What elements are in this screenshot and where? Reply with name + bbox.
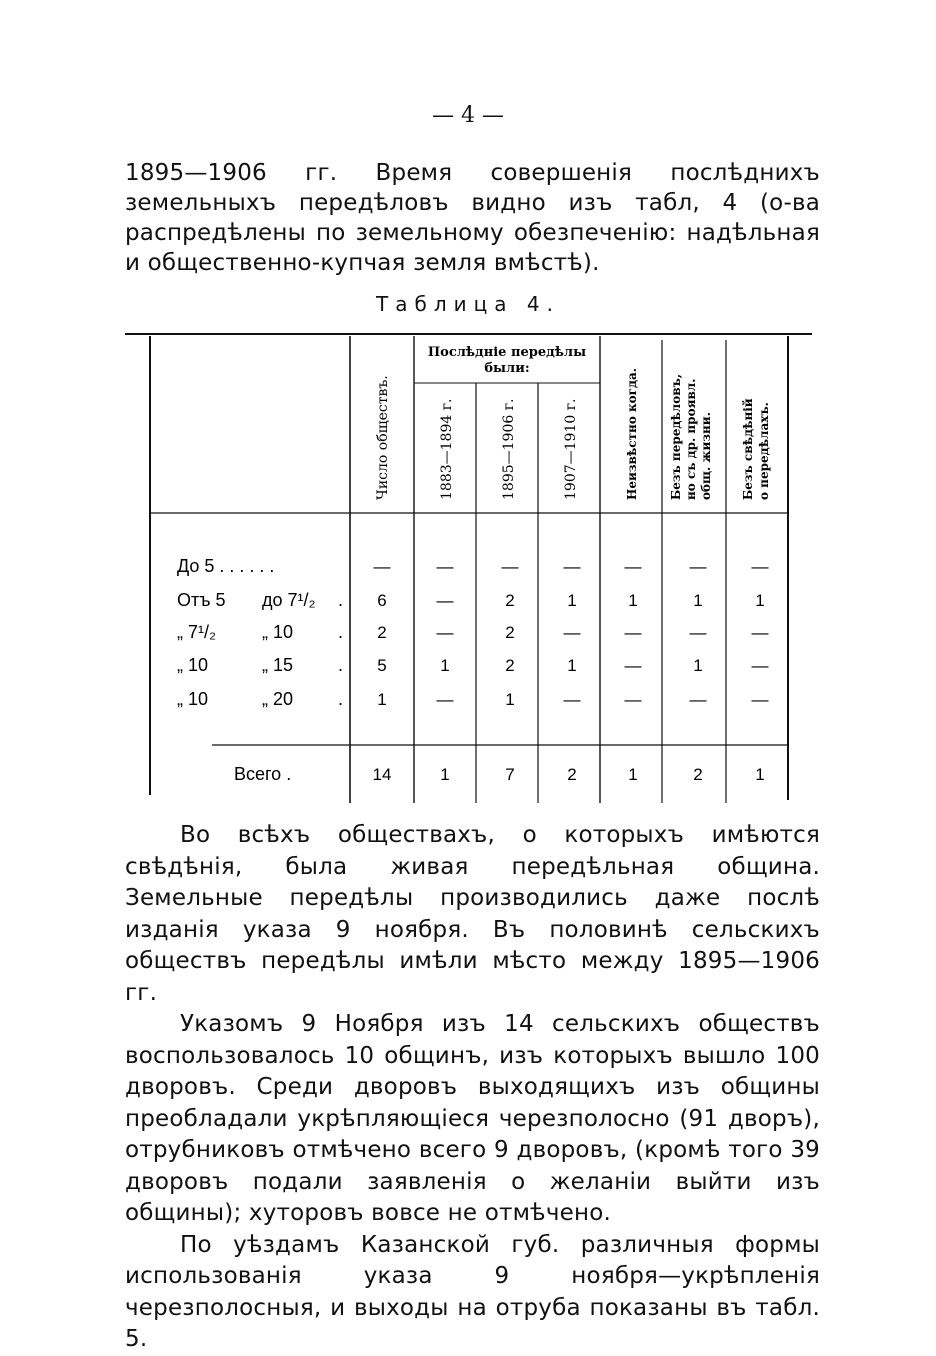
- table-cell: 1: [567, 656, 577, 675]
- table-cell: —: [624, 557, 642, 576]
- header-unknown-when: Неизвѣстно когда.: [625, 368, 639, 500]
- table-body: [177, 556, 769, 784]
- table-cell: —: [689, 623, 707, 642]
- table-cell: 1: [567, 591, 577, 610]
- table-cell: 1: [440, 656, 450, 675]
- row-label: „ 10: [177, 655, 209, 675]
- table-cell: 1: [377, 690, 387, 709]
- total-cell: 1: [440, 765, 450, 784]
- table-cell: —: [436, 690, 454, 709]
- table-cell: —: [436, 557, 454, 576]
- group-header-line2: были:: [484, 361, 530, 376]
- row-label: „ 7¹/₂: [177, 622, 216, 642]
- header-without-redistribution-2: но съ др. проявл.: [684, 378, 698, 500]
- table-cell: 1: [693, 591, 703, 610]
- table-cell: —: [689, 690, 707, 709]
- table-cell: 2: [505, 656, 515, 675]
- row-label-range: „ 10: [262, 622, 294, 642]
- group-header-line1: Послѣдніе передѣлы: [427, 345, 587, 360]
- table-cell: —: [751, 656, 769, 675]
- header-no-data-2: о передѣлахъ.: [757, 402, 771, 500]
- table-cell: 1: [693, 656, 703, 675]
- paragraph-2: Указомъ 9 Ноября изъ 14 сельскихъ обществъ воспользовалось 10 общинъ, изъ которыхъ вышло 100 дворовъ. Среди дворовъ выходящихъ изъ общины преобладали укрѣпляющіеся черезполосно (91 дворъ), отрубниковъ отмѣчено всего 9 дворовъ, (кромѣ того 39 дворовъ подали заявленія о желаніи выйти изъ общины); хуторовъ вовсе не отмѣчено.: [125, 1011, 820, 1226]
- header-1895-1906: 1895—1906 г.: [501, 398, 517, 500]
- total-label: Всего .: [234, 764, 292, 784]
- paragraph-1: Во всѣхъ обществахъ, о которыхъ имѣются свѣдѣнія, была живая передѣльная община. Земельные передѣлы производились даже послѣ изданія указа 9 ноября. Въ половинѣ сельскихъ обществъ передѣлы имѣли мѣсто между 1895—1906 гг.: [125, 822, 820, 1006]
- row-label-range: „ 20: [262, 689, 294, 709]
- table-cell: 6: [377, 591, 387, 610]
- table-cell: —: [436, 591, 454, 610]
- total-cell: 7: [505, 765, 515, 784]
- header-without-redistribution-1: Безъ передѣловъ,: [669, 374, 683, 500]
- table-cell: —: [751, 690, 769, 709]
- table-cell: 1: [755, 591, 765, 610]
- total-cell: 1: [628, 765, 638, 784]
- table-cell: 2: [505, 591, 515, 610]
- table-cell: 1: [505, 690, 515, 709]
- row-label-dot: .: [338, 590, 344, 610]
- header-society-count: Число обществъ.: [375, 375, 391, 500]
- table-cell: —: [751, 557, 769, 576]
- page-number: — 4 —: [432, 103, 504, 128]
- total-cell: 1: [755, 765, 765, 784]
- header-no-data-1: Безъ свѣдѣній: [741, 398, 755, 500]
- total-cell: 2: [693, 765, 703, 784]
- table-cell: 1: [628, 591, 638, 610]
- body-text: [125, 820, 820, 1356]
- row-label-dot: .: [338, 689, 344, 709]
- row-label-range: „ 15: [262, 655, 294, 675]
- table-cell: —: [624, 623, 642, 642]
- table-cell: 5: [377, 656, 387, 675]
- header-1907-1910: 1907—1910 г.: [563, 398, 579, 500]
- table-cell: —: [501, 557, 519, 576]
- table-cell: —: [436, 623, 454, 642]
- row-label: Отъ 5: [177, 590, 226, 610]
- table-caption: Таблица 4.: [376, 292, 560, 316]
- row-label: „ 10: [177, 689, 209, 709]
- table-cell: —: [624, 656, 642, 675]
- intro-paragraph: 1895—1906 гг. Время совершенія послѣднихъ земельныхъ передѣловъ видно изъ табл, 4 (о-ва распредѣлены по земельному обезпеченію: надѣльная и общественно-купчая земля вмѣстѣ).: [125, 160, 820, 276]
- total-cell: 14: [372, 765, 392, 784]
- row-label-range: до 7¹/₂: [262, 590, 316, 610]
- table-cell: —: [563, 623, 581, 642]
- table-cell: —: [751, 623, 769, 642]
- row-label-dot: .: [338, 622, 344, 642]
- row-label: До 5 . . . . . .: [177, 556, 275, 576]
- table-cell: —: [689, 557, 707, 576]
- table-cell: 2: [377, 623, 387, 642]
- table-cell: —: [563, 557, 581, 576]
- total-cell: 2: [567, 765, 577, 784]
- header-1883-1894: 1883—1894 г.: [439, 398, 455, 500]
- row-label-dot: .: [338, 655, 344, 675]
- header-without-redistribution-3: общ. жизни.: [699, 412, 713, 500]
- table-cell: 2: [505, 623, 515, 642]
- table-cell: —: [563, 690, 581, 709]
- table-cell: —: [373, 557, 391, 576]
- paragraph-3: По уѣздамъ Казанской губ. различныя формы использованія указа 9 ноября—укрѣпленія черезполосныя, и выходы на отруба показаны въ табл. 5.: [125, 1231, 820, 1352]
- table-cell: —: [624, 690, 642, 709]
